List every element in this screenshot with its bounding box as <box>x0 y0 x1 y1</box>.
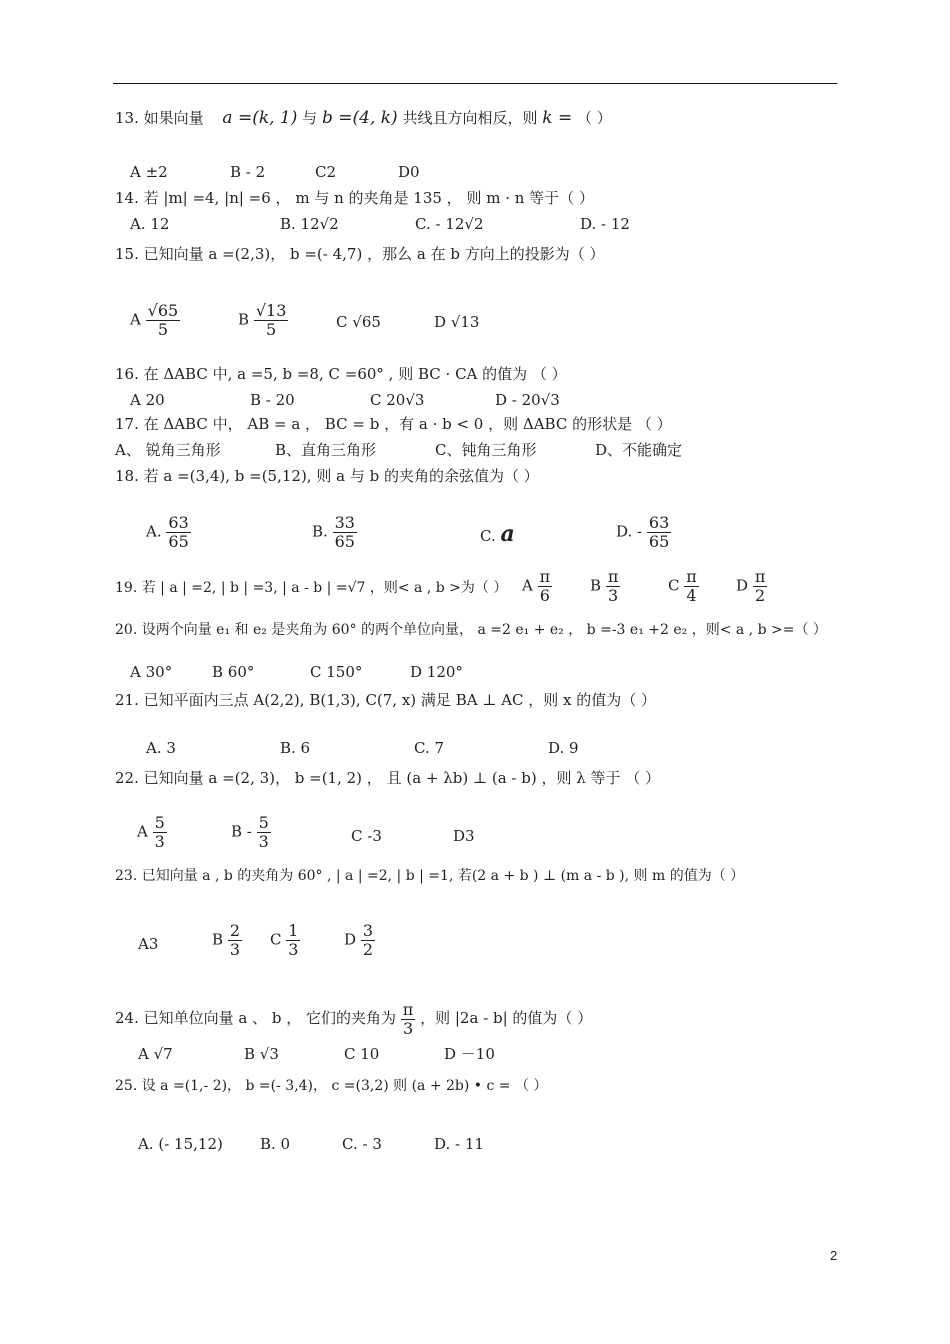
question-13-stem: 13. 如果向量 <box>115 109 204 127</box>
question-23: 23. 已知向量 a , b 的夹角为 60° , | a | =2, | b | =1, 若(2 a + b ) ⊥ (m a - b ), 则 m 的值为（ ） <box>115 868 745 884</box>
option-c: C. - 12√2 <box>415 215 484 233</box>
option-c: C 150° <box>310 663 363 681</box>
option-value: √65 <box>352 313 381 331</box>
question-14: 14. 若 |m| =4, |n| =6 ， m 与 n 的夹角是 135 ， 则 m · n 等于（ ） <box>115 189 594 207</box>
fraction-numerator: 3 <box>362 921 373 940</box>
option-label: D <box>736 576 749 595</box>
option-a: A、 锐角三角形 <box>115 441 221 459</box>
option-a <box>130 302 180 339</box>
question-17: 17. 在 ΔABC 中， AB = a ， BC = b ，有 a · b < 0 ，则 ΔABC 的形状是 （ ） <box>115 415 672 433</box>
option-label: A. <box>146 522 162 541</box>
option-c <box>480 521 515 547</box>
option-a <box>146 514 191 551</box>
question-13-vector-b: b =(4, k) <box>321 108 398 128</box>
option-c <box>270 922 300 959</box>
fraction-denominator: 2 <box>754 586 766 605</box>
option-label: C <box>336 313 348 331</box>
fraction-numerator: 33 <box>334 513 355 532</box>
option-b: B - 2 <box>230 163 266 181</box>
question-21: 21. 已知平面内三点 A(2,2), B(1,3), C(7, x) 满足 BA ⊥ AC ，则 x 的值为（ ） <box>115 691 657 709</box>
question-13-k: k = <box>542 108 573 128</box>
option-label: D <box>434 313 447 331</box>
option-a: A. 3 <box>146 739 176 757</box>
option-b <box>238 302 288 339</box>
option-label: C. <box>480 527 496 545</box>
question-16: 16. 在 ΔABC 中, a =5, b =8, C =60° , 则 BC · CA 的值为 （ ） <box>115 365 567 383</box>
option-c: C. - 3 <box>342 1135 382 1153</box>
option-d <box>344 922 375 959</box>
fraction-denominator: 65 <box>334 532 355 551</box>
option-label: B <box>238 310 250 329</box>
option-label: A <box>130 310 141 329</box>
option-b: B √3 <box>244 1045 279 1063</box>
option-value: √13 <box>450 313 480 331</box>
fraction-numerator: 63 <box>168 513 189 532</box>
option-label: D <box>344 930 357 949</box>
fraction-denominator: 4 <box>686 586 697 605</box>
question-24 <box>115 1000 592 1038</box>
option-label: C <box>668 576 680 595</box>
option-d: D、不能确定 <box>595 441 683 459</box>
question-13-vector-a: a =(k, 1) <box>222 108 298 128</box>
fraction-denominator: 3 <box>288 940 299 959</box>
page-number: 2 <box>830 1248 838 1263</box>
fraction-denominator: 65 <box>648 532 670 551</box>
option-b <box>231 814 271 851</box>
fraction-numerator: π <box>607 567 619 586</box>
option-d: D. 9 <box>548 739 579 757</box>
option-b: B. 12√2 <box>280 215 339 233</box>
fraction-denominator: 3 <box>229 940 240 959</box>
header-rule <box>113 83 837 84</box>
option-label: A3 <box>138 935 159 953</box>
option-label: A <box>522 576 533 595</box>
option-d <box>616 514 671 551</box>
option-b: B - 20 <box>250 391 295 409</box>
fraction-denominator: 6 <box>539 586 550 605</box>
vector-a: a <box>500 521 515 547</box>
option-c: C 20√3 <box>370 391 425 409</box>
option-b <box>590 568 620 605</box>
option-c <box>351 826 382 846</box>
question-24-tail: ，则 |2a - b| 的值为（ ） <box>420 1009 593 1027</box>
fraction-numerator: π <box>539 567 551 586</box>
option-c: C. 7 <box>414 739 445 757</box>
question-18: 18. 若 a =(3,4), b =(5,12), 则 a 与 b 的夹角的余弦值为（ ） <box>115 467 539 485</box>
question-13-with: 与 <box>302 109 318 127</box>
fraction-denominator: 3 <box>402 1018 414 1038</box>
option-c: C2 <box>315 163 337 181</box>
fraction-numerator: 1 <box>288 921 299 940</box>
option-c <box>336 312 381 332</box>
option-d <box>434 312 479 332</box>
option-d: D 120° <box>410 663 463 681</box>
option-d: D. - 11 <box>434 1135 484 1153</box>
fraction-denominator: 5 <box>157 320 168 339</box>
question-20: 20. 设两个向量 e₁ 和 e₂ 是夹角为 60° 的两个单位向量， a =2 e₁ + e₂ ， b =-3 e₁ +2 e₂ ，则< a , b >=（ ） <box>115 622 827 638</box>
option-a: A. 12 <box>130 215 170 233</box>
option-d: D - 20√3 <box>495 391 560 409</box>
option-label: B - <box>231 822 252 841</box>
option-d <box>736 568 767 605</box>
option-a: A. (- 15,12) <box>138 1135 223 1153</box>
question-22: 22. 已知向量 a =(2, 3)， b =(1, 2) ， 且 (a + λb) ⊥ (a - b) ，则 λ 等于 （ ） <box>115 769 661 787</box>
option-a <box>138 934 158 954</box>
fraction-numerator: π <box>402 999 414 1019</box>
fraction-denominator: 2 <box>362 940 373 959</box>
option-a <box>137 814 167 851</box>
option-d <box>453 826 475 846</box>
fraction-numerator: 5 <box>154 813 165 832</box>
option-d: D －10 <box>444 1045 495 1063</box>
fraction-numerator: 5 <box>258 813 269 832</box>
option-a <box>522 568 552 605</box>
option-b: B. 0 <box>260 1135 291 1153</box>
option-label: C <box>270 930 282 949</box>
option-b <box>212 922 242 959</box>
option-d: D0 <box>398 163 420 181</box>
option-label: A <box>137 822 148 841</box>
option-c <box>668 568 699 605</box>
option-b: B. 6 <box>280 739 311 757</box>
fraction-numerator: 2 <box>229 921 240 940</box>
option-b: B、直角三角形 <box>275 441 377 459</box>
fraction-numerator: √13 <box>255 301 287 320</box>
fraction-numerator: 63 <box>648 513 670 532</box>
question-19: 19. 若 | a | =2, | b | =3, | a - b | =√7 ，则< a , b >为（ ） <box>115 580 508 596</box>
option-label: B <box>212 930 224 949</box>
option-b <box>312 514 357 551</box>
fraction-numerator: π <box>686 567 697 586</box>
fraction-numerator: π <box>754 567 766 586</box>
fraction-denominator: 65 <box>168 532 189 551</box>
option-b: B 60° <box>212 663 255 681</box>
question-13 <box>115 108 612 128</box>
option-a: A ±2 <box>130 163 168 181</box>
option-c: C、钝角三角形 <box>435 441 537 459</box>
option-label: D. - <box>616 522 643 541</box>
option-label: C <box>351 827 363 845</box>
question-13-paren: （ ） <box>577 109 612 127</box>
option-label: B. <box>312 522 328 541</box>
option-a: A 30° <box>130 663 173 681</box>
fraction-denominator: 3 <box>607 586 619 605</box>
fraction-numerator: √65 <box>147 301 179 320</box>
option-label: D3 <box>453 827 475 845</box>
question-15: 15. 已知向量 a =(2,3)， b =(- 4,7) ，那么 a 在 b 方向上的投影为（ ） <box>115 245 605 263</box>
option-label: B <box>590 576 602 595</box>
option-a: A √7 <box>138 1045 173 1063</box>
question-24-stem: 24. 已知单位向量 a 、 b ， 它们的夹角为 <box>115 1009 397 1027</box>
fraction-denominator: 3 <box>154 832 165 851</box>
question-13-tail: 共线且方向相反，则 <box>402 109 538 127</box>
option-c: C 10 <box>344 1045 380 1063</box>
fraction-denominator: 3 <box>258 832 269 851</box>
option-d: D. - 12 <box>580 215 630 233</box>
option-value: -3 <box>367 827 382 845</box>
fraction-denominator: 5 <box>266 320 277 339</box>
question-25: 25. 设 a =(1,- 2)， b =(- 3,4)， c =(3,2) 则 (a + 2b) • c = （ ） <box>115 1078 548 1094</box>
option-a: A 20 <box>130 391 165 409</box>
